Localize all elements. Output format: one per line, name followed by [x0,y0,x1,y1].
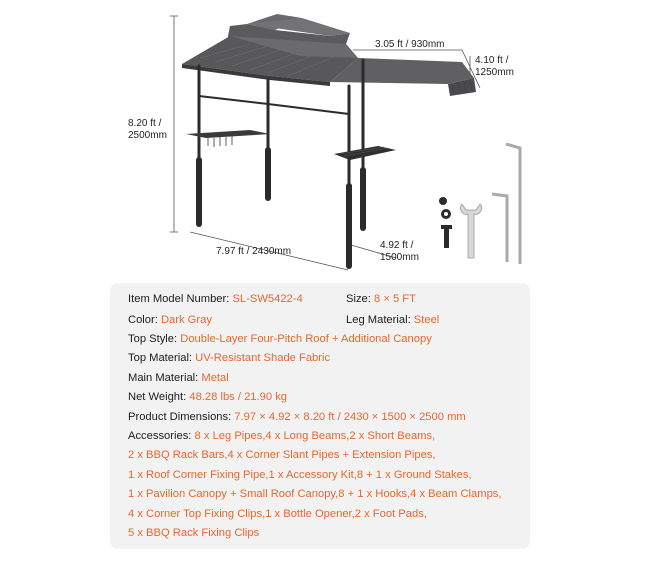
spec-label: Color: [128,314,158,326]
accessories-line: 2 x BBQ Rack Bars,4 x Corner Slant Pipes + Extension Pipes, [128,449,436,461]
depth-dimension-line2: 1500mm [380,252,419,263]
spec-product-dimensions [128,410,466,424]
spec-top-style [128,332,432,346]
spec-label: Top Style: [128,333,178,345]
canopy-width-dimension: 3.05 ft / 930mm [375,39,445,50]
spec-label: Main Material: [128,372,199,384]
frame-legs [199,60,363,266]
spec-label: Item Model Number: [128,293,230,305]
accessory-kit [439,144,520,264]
spec-color [128,313,212,327]
canopy-depth-line1: 4.10 ft / [475,55,509,66]
accessories-line: 1 x Roof Corner Fixing Pipe,1 x Accessory Kit,8 + 1 x Ground Stakes, [128,469,472,481]
accessories-line: 8 x Leg Pipes,4 x Long Beams,2 x Short Beams, [194,430,436,442]
spec-value: SL-SW5422-4 [232,293,303,305]
depth-dimension-line1: 4.92 ft / [380,240,414,251]
spec-label: Size: [346,293,371,305]
spec-size [346,292,416,306]
spec-model-number [128,292,303,306]
spec-value: Steel [413,314,440,326]
spec-label: Top Material: [128,352,193,364]
accessories-line: 5 x BBQ Rack Fixing Clips [128,527,260,539]
gazebo-drawing [0,0,650,285]
spec-value: 8 × 5 FT [373,293,416,305]
accessories-line: 1 x Pavilion Canopy + Small Roof Canopy,8 + 1 x Hooks,4 x Beam Clamps, [128,488,502,500]
side-canopy [330,58,476,96]
spec-value: 48.28 lbs / 21.90 kg [189,391,288,403]
spec-top-material [128,351,330,365]
spec-label: Leg Material: [346,314,411,326]
gazebo-illustration [0,0,650,285]
spec-leg-material [346,313,439,327]
spec-label: Accessories: [128,430,192,442]
spec-value: 7.97 × 4.92 × 8.20 ft / 2430 × 1500 × 2500 mm [234,411,466,423]
depth-dimension [380,240,419,264]
spec-label: Product Dimensions: [128,411,232,423]
height-dimension-line1: 8.20 ft / [128,118,162,129]
canopy-depth-dimension [475,55,514,79]
spec-value: UV-Resistant Shade Fabric [195,352,331,364]
height-dimension [128,118,167,142]
accessories-line: 4 x Corner Top Fixing Clips,1 x Bottle Opener,2 x Foot Pads, [128,508,427,520]
spec-value: Dark Gray [160,314,212,326]
canopy-depth-line2: 1250mm [475,67,514,78]
spec-main-material [128,371,229,385]
spec-label: Net Weight: [128,391,187,403]
spec-net-weight [128,390,287,404]
spec-accessories [128,429,435,443]
spec-value: Double-Layer Four-Pitch Roof + Additional Canopy [180,333,432,345]
spec-value: Metal [201,372,229,384]
height-dimension-line2: 2500mm [128,130,167,141]
length-dimension: 7.97 ft / 2430mm [216,246,292,257]
main-roof [182,36,358,86]
